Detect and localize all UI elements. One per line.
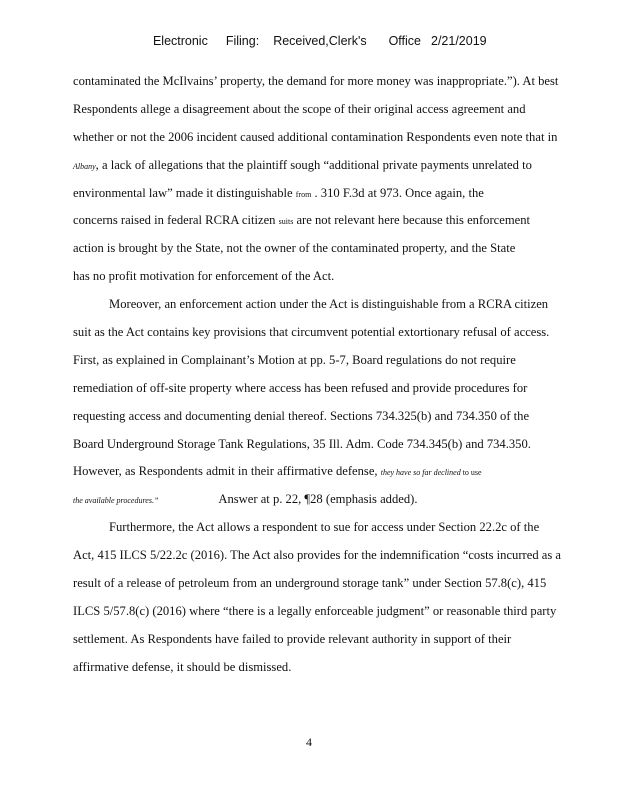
text-fragment: to use: [460, 468, 482, 478]
text-line: Act, 415 ILCS 5/22.2c (2016). The Act also provides for the indemnification “costs incurred as a: [73, 548, 562, 563]
header-filing: Filing:: [225, 34, 260, 48]
text-line: whether or not the 2006 incident caused additional contamination Respondents even note that in: [73, 129, 558, 144]
text-line: First, as explained in Complainant’s Motion at pp. 5-7, Board regulations do not require: [73, 352, 516, 367]
text-fragment: are not relevant here because this enforcement: [293, 213, 531, 228]
text-line: suit as the Act contains key provisions that circumvent potential extortionary refusal of access.: [73, 325, 550, 340]
text-line: Furthermore, the Act allows a respondent to sue for access under Section 22.2c of the: [109, 520, 540, 535]
text-line: action is brought by the State, not the owner of the contaminated property, and the State: [73, 241, 516, 256]
text-fragment: concerns raised in federal RCRA citizen: [73, 213, 279, 228]
text-line: [73, 152, 573, 180]
text-line: Respondents allege a disagreement about the scope of their original access agreement and: [73, 101, 526, 116]
text-line: [73, 180, 573, 208]
header-office: Office: [388, 34, 421, 48]
text-line: ILCS 5/57.8(c) (2016) where “there is a legally enforceable judgment” or reasonable third party: [73, 603, 557, 618]
header-date: 2/21/2019: [431, 34, 487, 48]
document-body: [73, 68, 573, 682]
text-line: settlement. As Respondents have failed to provide relevant authority in support of their: [73, 631, 512, 646]
text-line: [73, 486, 573, 514]
text-line: result of a release of petroleum from an underground storage tank” under Section 57.8(c), 415: [73, 576, 547, 591]
text-line: Moreover, an enforcement action under the Act is distinguishable from a RCRA citizen: [109, 297, 549, 312]
page-number: 4: [306, 735, 312, 749]
text-line: has no profit motivation for enforcement of the Act.: [73, 269, 335, 284]
header-received: Received,Clerk's: [273, 34, 367, 48]
text-fragment: However, as Respondents admit in their affirmative defense,: [73, 464, 381, 479]
text-line: remediation of off-site property where access has been refused and provide procedures for: [73, 380, 528, 395]
text-fragment: suits: [278, 217, 294, 227]
text-line: requesting access and documenting denial thereof. Sections 734.325(b) and 734.350 of the: [73, 408, 530, 423]
text-line: affirmative defense, it should be dismissed.: [73, 659, 292, 674]
text-fragment: environmental law” made it distinguishable: [73, 185, 296, 200]
text-fragment: Answer at p. 22, ¶28 (emphasis added).: [218, 492, 418, 507]
text-line: [73, 458, 573, 486]
text-fragment: the available procedures.”: [73, 496, 159, 506]
text-fragment: , a lack of allegations that the plaintiff sough “additional private payments unrelated to: [95, 157, 532, 172]
text-fragment: they have so far declined: [380, 468, 461, 478]
text-line: contaminated the McIlvains’ property, the demand for more money was inappropriate.”). At best: [73, 74, 559, 88]
case-name-albany: Albany: [73, 161, 96, 171]
text-line: Board Underground Storage Tank Regulations, 35 Ill. Adm. Code 734.345(b) and 734.350.: [73, 436, 531, 451]
text-fragment: . 310 F.3d at 973. Once again, the: [311, 185, 484, 200]
filing-header: [146, 20, 487, 48]
text-fragment: from: [295, 189, 312, 199]
text-line: [73, 207, 573, 235]
header-electronic: Electronic: [152, 34, 208, 48]
